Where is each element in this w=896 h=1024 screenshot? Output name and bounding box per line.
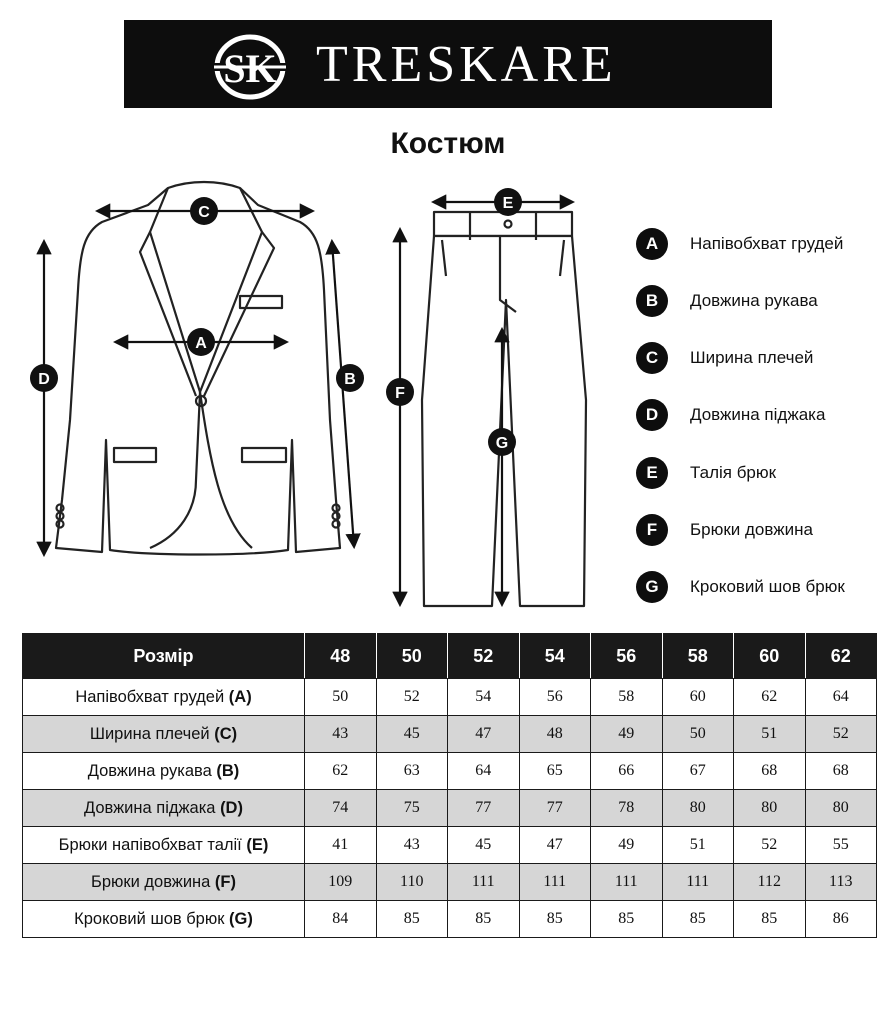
table-cell: 55 [805,827,877,864]
legend-badge: F [636,514,668,546]
marker-f [386,378,414,406]
table-cell: 68 [805,753,877,790]
legend-badge: C [636,342,668,374]
table-cell: 47 [448,716,520,753]
svg-text:F: F [395,385,405,402]
table-cell: 64 [448,753,520,790]
table-cell: 65 [519,753,591,790]
size-table [22,633,877,938]
table-cell: 51 [734,716,806,753]
table-cell: 50 [305,679,377,716]
row-label: Брюки довжина (F) [23,864,305,901]
marker-e [494,188,522,216]
legend-item-g [636,567,845,607]
legend-badge: B [636,285,668,317]
brand-logo-icon [212,32,288,102]
table-cell: 80 [734,790,806,827]
table-row [23,716,877,753]
table-cell: 110 [376,864,448,901]
size-header: 52 [448,634,520,679]
table-cell: 43 [305,716,377,753]
table-cell: 60 [662,679,734,716]
table-cell: 75 [376,790,448,827]
table-row [23,827,877,864]
row-label: Кроковий шов брюк (G) [23,901,305,938]
size-header: 48 [305,634,377,679]
table-cell: 62 [734,679,806,716]
logo-letters: SK [223,46,277,91]
table-cell: 77 [448,790,520,827]
table-cell: 51 [662,827,734,864]
legend-label: Кроковий шов брюк [690,577,845,596]
table-cell: 66 [591,753,663,790]
marker-g [488,428,516,456]
table-cell: 78 [591,790,663,827]
table-cell: 111 [591,864,663,901]
table-cell: 47 [519,827,591,864]
row-label: Напівобхват грудей (A) [23,679,305,716]
table-cell: 77 [519,790,591,827]
marker-b [336,364,364,392]
jacket-drawing [56,182,340,555]
row-label: Брюки напівобхват талії (E) [23,827,305,864]
legend-item-c [636,338,813,378]
legend-item-d [636,395,825,435]
table-cell: 85 [734,901,806,938]
table-cell: 85 [376,901,448,938]
table-cell: 52 [805,716,877,753]
page-title: Костюм [390,127,506,160]
svg-text:C: C [198,204,210,221]
legend-item-f [636,510,813,550]
row-label: Довжина піджака (D) [23,790,305,827]
table-cell: 63 [376,753,448,790]
svg-text:E: E [502,195,514,212]
table-row [23,901,877,938]
table-row [23,679,877,716]
table-cell: 80 [805,790,877,827]
legend-badge: A [636,228,668,260]
table-cell: 74 [305,790,377,827]
table-header-row [23,634,877,679]
table-cell: 62 [305,753,377,790]
table-cell: 111 [448,864,520,901]
legend-label: Ширина плечей [690,348,814,367]
legend-label: Довжина рукава [690,291,818,310]
legend-label: Талія брюк [690,463,777,482]
table-cell: 85 [519,901,591,938]
svg-text:G: G [495,435,509,452]
brand-name: TRESKARE [316,36,617,93]
table-cell: 45 [376,716,448,753]
table-cell: 64 [805,679,877,716]
table-cell: 85 [448,901,520,938]
table-cell: 41 [305,827,377,864]
legend-label: Напівобхват грудей [690,234,844,253]
table-cell: 109 [305,864,377,901]
size-header-label: Розмір [23,634,305,679]
legend-label: Довжина піджака [690,405,826,424]
table-cell: 43 [376,827,448,864]
table-cell: 45 [448,827,520,864]
table-row [23,753,877,790]
size-header: 56 [591,634,663,679]
table-row [23,864,877,901]
table-cell: 111 [662,864,734,901]
size-header: 60 [734,634,806,679]
table-cell: 68 [734,753,806,790]
legend-badge: D [636,399,668,431]
legend-item-b [636,281,818,321]
size-header: 50 [376,634,448,679]
table-cell: 52 [376,679,448,716]
legend-label: Брюки довжина [690,520,813,539]
table-cell: 49 [591,827,663,864]
table-row [23,790,877,827]
table-cell: 86 [805,901,877,938]
svg-text:B: B [344,371,356,388]
table-cell: 48 [519,716,591,753]
table-cell: 54 [448,679,520,716]
legend-badge: G [636,571,668,603]
size-header: 58 [662,634,734,679]
table-cell: 113 [805,864,877,901]
marker-c [190,197,218,225]
legend-item-e [636,453,776,493]
size-header: 54 [519,634,591,679]
table-cell: 58 [591,679,663,716]
table-cell: 49 [591,716,663,753]
table-cell: 84 [305,901,377,938]
legend-badge: E [636,457,668,489]
table-cell: 67 [662,753,734,790]
marker-d [30,364,58,392]
table-cell: 85 [591,901,663,938]
table-cell: 111 [519,864,591,901]
table-cell: 56 [519,679,591,716]
svg-text:D: D [38,371,50,388]
table-cell: 80 [662,790,734,827]
row-label: Ширина плечей (C) [23,716,305,753]
legend-item-a [636,224,843,264]
svg-text:A: A [195,335,207,352]
table-cell: 50 [662,716,734,753]
table-cell: 52 [734,827,806,864]
marker-a [187,328,215,356]
table-cell: 112 [734,864,806,901]
size-header: 62 [805,634,877,679]
trousers-drawing [422,212,586,606]
table-cell: 85 [662,901,734,938]
row-label: Довжина рукава (B) [23,753,305,790]
